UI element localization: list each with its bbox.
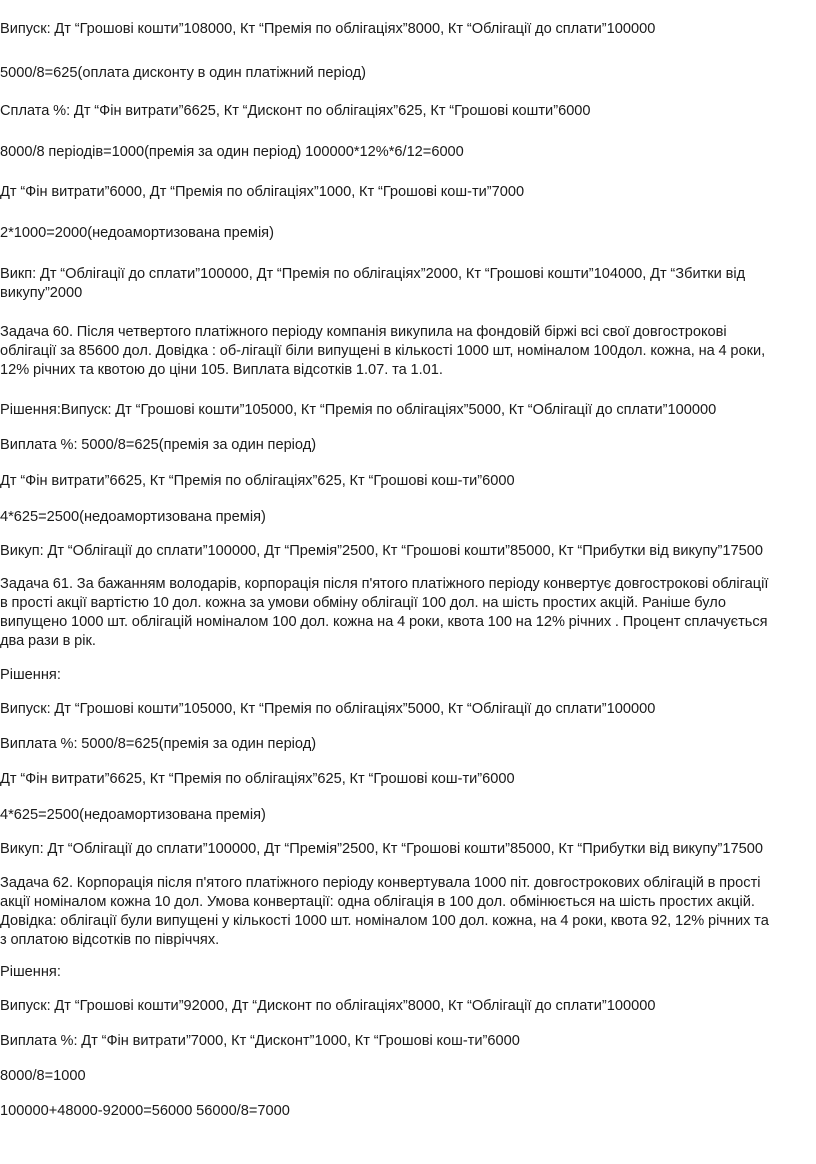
paragraph-solution-61-payment: Виплата %: 5000/8=625(премія за один період) xyxy=(0,736,317,752)
paragraph-solution-60-unamortized: 4*625=2500(недоамортизована премія) xyxy=(0,509,266,525)
paragraph-solution-61-entry: Дт “Фін витрати”6625, Кт “Премія по облігаціях”625, Кт “Грошові кош-ти”6000 xyxy=(0,771,515,787)
paragraph-solution-62-heading: Рішення: xyxy=(0,964,61,980)
paragraph-solution-62-payment: Виплата %: Дт “Фін витрати”7000, Кт “Дисконт”1000, Кт “Грошові кош-ти”6000 xyxy=(0,1033,520,1049)
paragraph-task-61: Задача 61. За бажанням володарів, корпорація після п'ятого платіжного періоду конвертує довгострокові облігації в прості акції вартістю 10 дол. кожна за умови обміну облігації 100 дол. на шість простих акцій. Раніше було випущено 1000 шт. облігацій номіналом 100 дол. кожна на 4 роки, квота 100 на 12% річних . Процент сплачується два рази в рік. xyxy=(0,576,769,649)
paragraph-payment-entry-2: Дт “Фін витрати”6000, Дт “Премія по облігаціях”1000, Кт “Грошові кош-ти”7000 xyxy=(0,184,525,200)
paragraph-redemption-1: Викп: Дт “Облігації до сплати”100000, Дт “Премія по облігаціях”2000, Кт “Грошові кошти”104000, Дт “Збитки від викупу”2000 xyxy=(0,266,746,301)
paragraph-solution-62-calc-1: 8000/8=1000 xyxy=(0,1068,86,1084)
paragraph-solution-61-issue: Випуск: Дт “Грошові кошти”105000, Кт “Премія по облігаціях”5000, Кт “Облігації до сплати”100000 xyxy=(0,701,656,717)
paragraph-solution-60-entry: Дт “Фін витрати”6625, Кт “Премія по облігаціях”625, Кт “Грошові кош-ти”6000 xyxy=(0,473,515,489)
paragraph-solution-60-payment: Виплата %: 5000/8=625(премія за один період) xyxy=(0,437,317,453)
paragraph-task-60: Задача 60. Після четвертого платіжного періоду компанія викупила на фондовій біржі всі свої довгострокові облігації за 85600 дол. Довідка : об-лігації біли випущені в кількості 1000 шт, номіналом 100дол. кожна, на 4 роки, 12% річних та квотою до ціни 105. Виплата відсотків 1.07. та 1.01. xyxy=(0,324,766,378)
paragraph-issue-entry-1: Випуск: Дт “Грошові кошти”108000, Кт “Премія по облігаціях”8000, Кт “Облігації до сплати”100000 xyxy=(0,21,656,37)
paragraph-solution-62-issue: Випуск: Дт “Грошові кошти”92000, Дт “Дисконт по облігаціях”8000, Кт “Облігації до сплати”100000 xyxy=(0,998,656,1014)
paragraph-solution-60-redemption: Викуп: Дт “Облігації до сплати”100000, Дт “Премія”2500, Кт “Грошові кошти”85000, Кт “Прибутки від викупу”17500 xyxy=(0,543,763,559)
paragraph-premium-calc: 8000/8 періодів=1000(премія за один період) 100000*12%*6/12=6000 xyxy=(0,144,464,160)
paragraph-task-62: Задача 62. Корпорація після п'ятого платіжного періоду конвертувала 1000 піт. довгострокових облігацій в прості акції номіналом кожна 10 дол. Умова конвертації: одна облігація в 100 дол. обмінюється на шість простих акцій. Довідка: облігації були випущені у кількості 1000 шт. номіналом 100 дол. кожна, на 4 роки, квота 92, 12% річних та з оплатою відсотків по півріччях. xyxy=(0,875,769,948)
paragraph-solution-61-unamortized: 4*625=2500(недоамортизована премія) xyxy=(0,807,266,823)
paragraph-solution-62-calc-2: 100000+48000-92000=56000 56000/8=7000 xyxy=(0,1103,290,1119)
paragraph-discount-calc: 5000/8=625(оплата дисконту в один платіжний період) xyxy=(0,65,367,81)
paragraph-solution-61-heading: Рішення: xyxy=(0,667,61,683)
paragraph-solution-60-issue: Рішення:Випуск: Дт “Грошові кошти”105000, Кт “Премія по облігаціях”5000, Кт “Облігації до сплати”100000 xyxy=(0,402,717,418)
paragraph-solution-61-redemption: Викуп: Дт “Облігації до сплати”100000, Дт “Премія”2500, Кт “Грошові кошти”85000, Кт “Прибутки від викупу”17500 xyxy=(0,841,763,857)
paragraph-payment-entry-1: Сплата %: Дт “Фін витрати”6625, Кт “Дисконт по облігаціях”625, Кт “Грошові кошти”6000 xyxy=(0,103,591,119)
paragraph-unamortized-1: 2*1000=2000(недоамортизована премія) xyxy=(0,225,274,241)
